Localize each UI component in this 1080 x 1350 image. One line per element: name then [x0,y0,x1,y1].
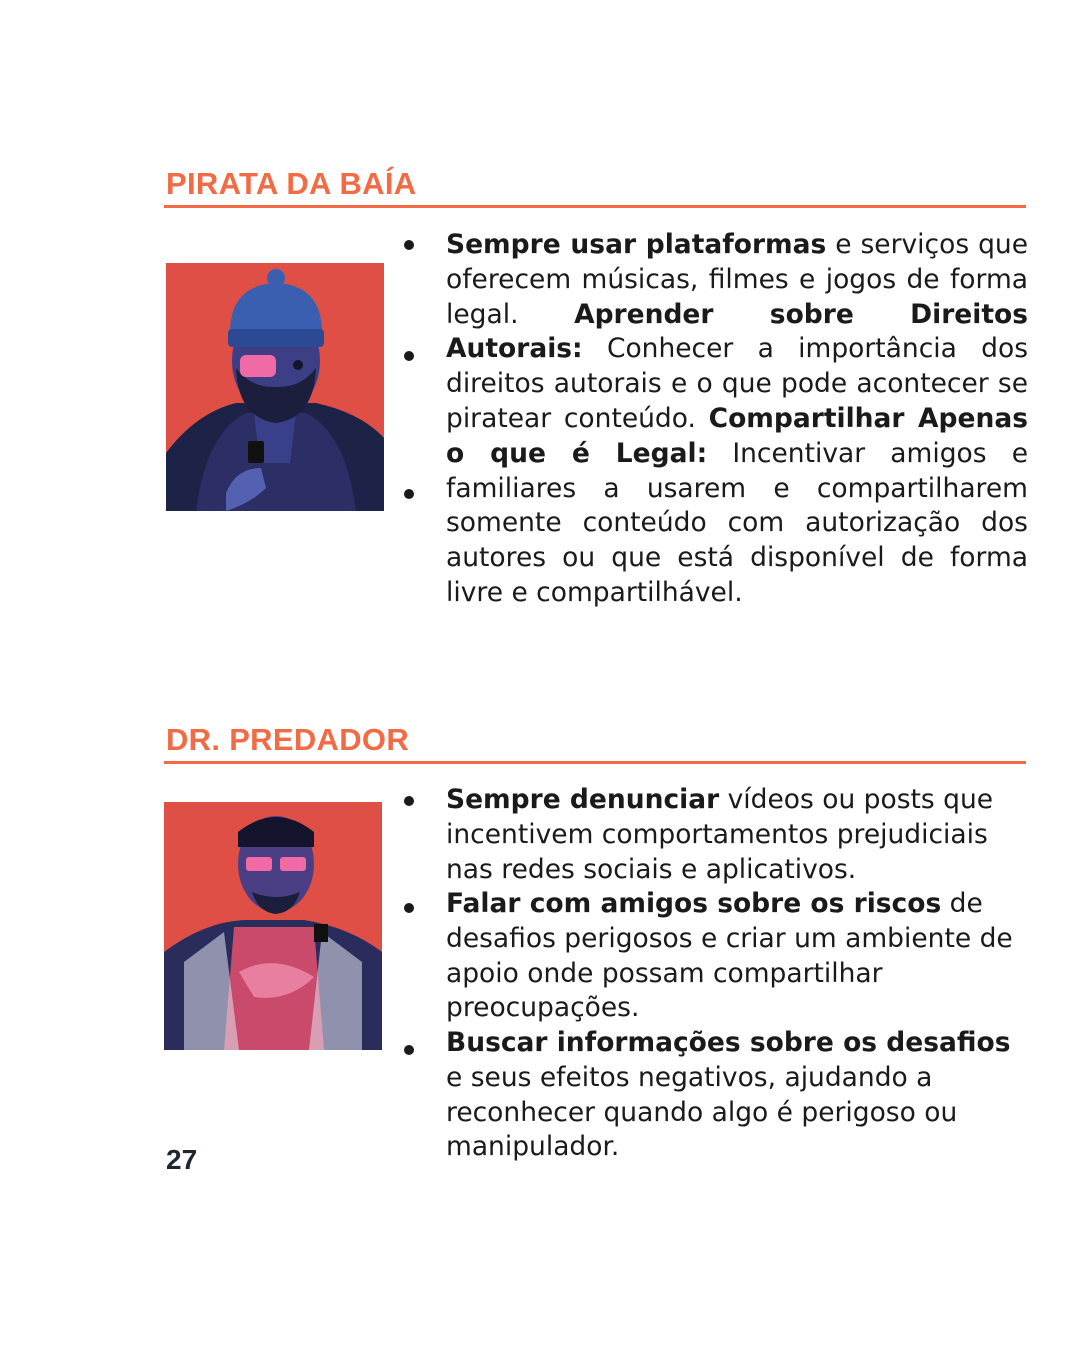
bullet-icon [404,903,414,913]
predador-tip-2 [446,887,1028,1026]
predator-portrait-icon [164,802,382,1050]
tip-bold: Buscar informações sobre os desafios [446,1027,1011,1058]
predador-tip-3 [446,1026,1028,1165]
tip-text: e serviços que oferecem músicas, filmes e jogos de forma legal. [446,229,1028,330]
page-number: 27 [166,1144,198,1175]
tip-text: Conhecer a importância dos direitos autorais e o que pode acontecer se piratear conteúdo. [446,333,1028,434]
pirata-tips-text [446,228,1028,611]
section-divider [164,761,1026,764]
tip-bold: Aprender sobre Direitos Autorais: [446,298,1028,365]
bullet-icon [404,240,414,250]
predador-tip-1 [446,783,1028,887]
tip-text: de desafios perigosos e criar um ambiente de apoio onde possam compartilhar preocupações. [446,888,1013,1024]
bullet-icon [404,796,414,806]
tip-text: vídeos ou posts que incentivem comportamentos prejudiciais nas redes sociais e aplicativos. [446,784,994,885]
tip-bold: Sempre usar plataformas [446,229,827,260]
section-title: PIRATA DA BAÍA [166,166,417,201]
tip-text: e seus efeitos negativos, ajudando a reconhecer quando algo é perigoso ou manipulador. [446,1061,958,1163]
tip-text: Incentivar amigos e familiares a usarem e compartilharem somente conteúdo com autorização dos autores ou que está disponível de forma livre e compartilhável. [446,437,1028,608]
bullet-icon [404,489,414,499]
section-divider [164,205,1026,208]
tip-bold: Sempre denunciar [446,784,720,815]
bullet-icon [404,351,414,361]
bullet-icon [404,1045,414,1055]
pirate-portrait-icon [166,263,384,511]
tip-bold: Falar com amigos sobre os riscos [446,888,942,919]
section-title: DR. PREDADOR [166,722,410,757]
tip-bold: Compartilhar Apenas o que é Legal: [446,402,1028,469]
